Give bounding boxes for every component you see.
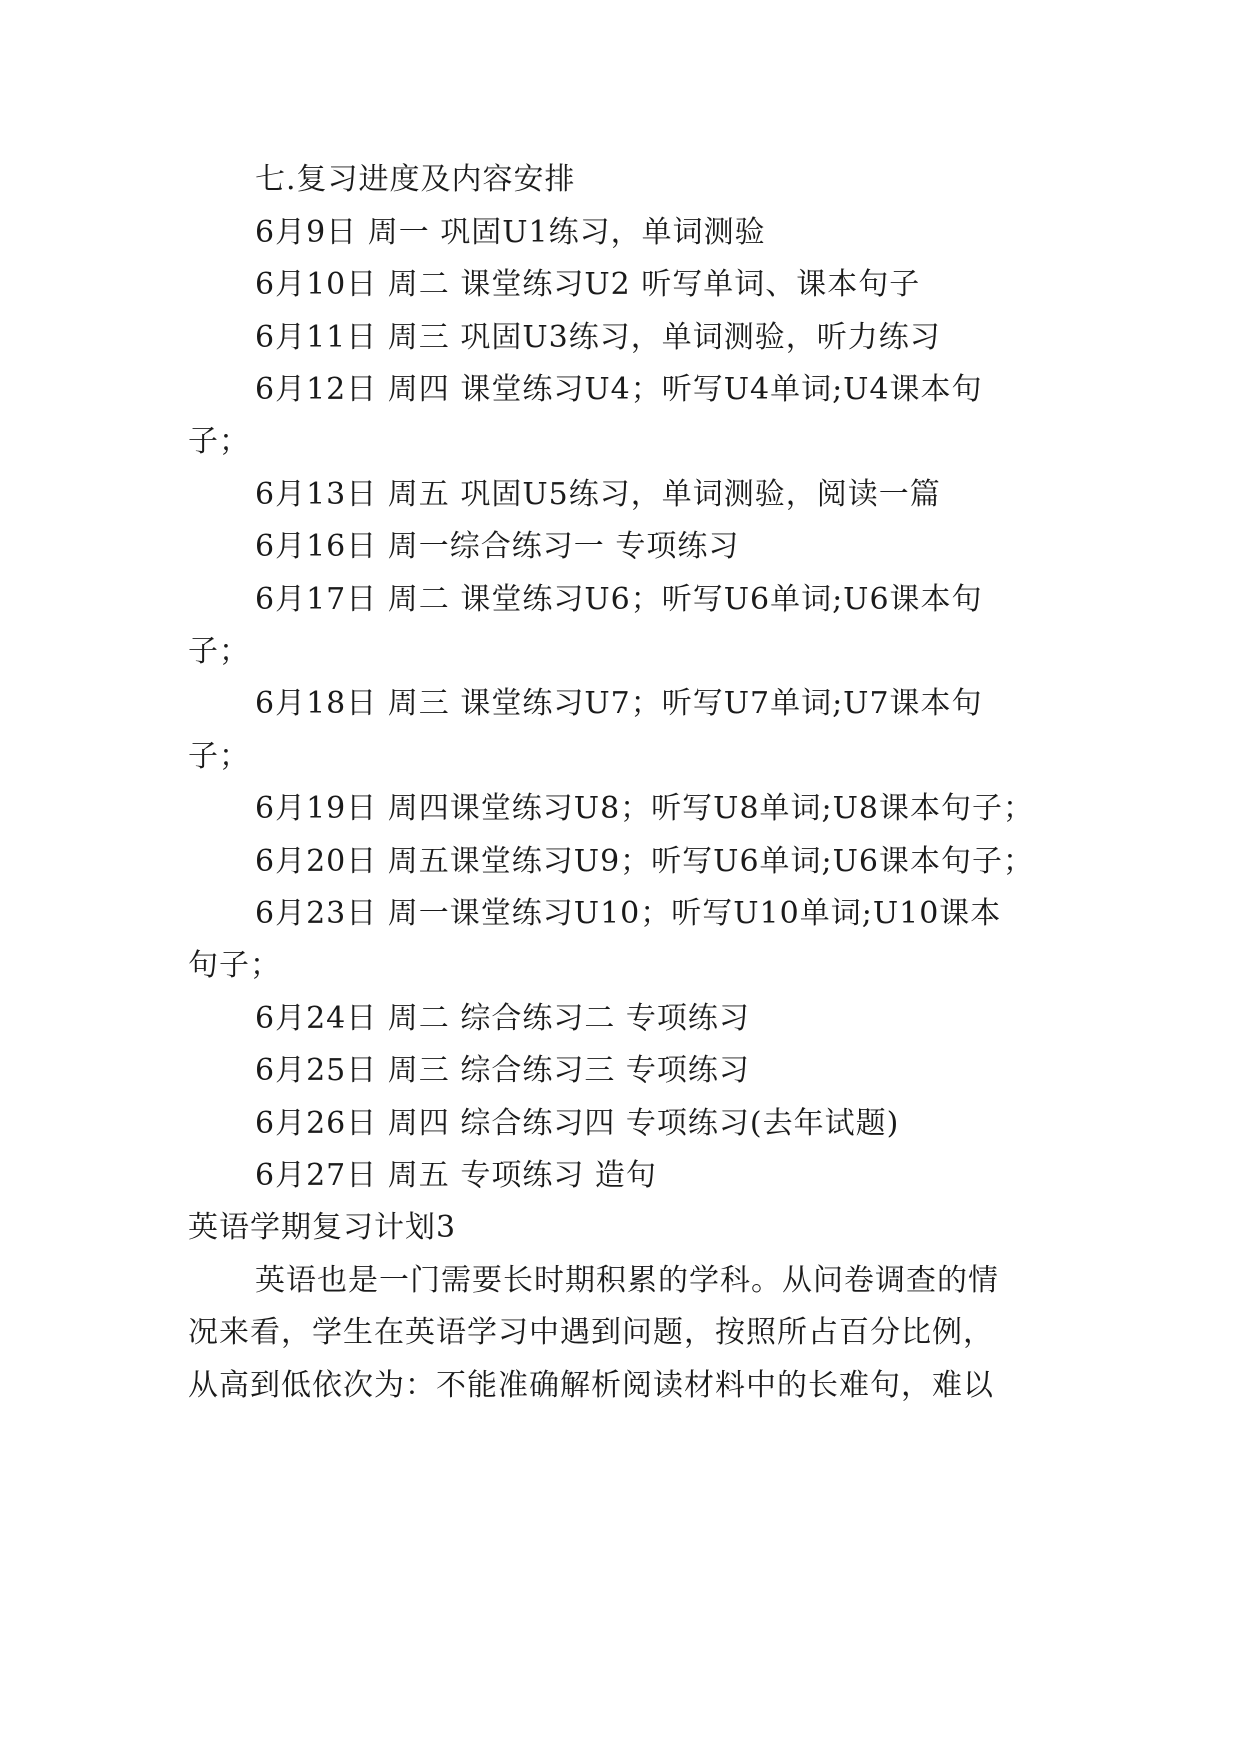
section-heading: 七.复习进度及内容安排: [255, 162, 576, 197]
schedule-line: 6月17日 周二 课堂练习U6；听写U6单词;U6课本句: [255, 582, 983, 617]
paragraph-line: 从高到低依次为：不能准确解析阅读材料中的长难句，难以: [188, 1368, 994, 1403]
schedule-line: 6月11日 周三 巩固U3练习，单词测验，听力练习: [255, 320, 941, 355]
schedule-line: 6月20日 周五课堂练习U9；听写U6单词;U6课本句子；: [255, 844, 1035, 879]
plan-title: 英语学期复习计划3: [188, 1210, 457, 1245]
schedule-line: 6月26日 周四 综合练习四 专项练习(去年试题): [255, 1106, 900, 1141]
schedule-line: 6月19日 周四课堂练习U8；听写U8单词;U8课本句子；: [255, 791, 1035, 826]
schedule-line: 6月13日 周五 巩固U5练习，单词测验，阅读一篇: [255, 477, 941, 512]
schedule-line: 6月12日 周四 课堂练习U4；听写U4单词;U4课本句: [255, 372, 983, 407]
schedule-line: 6月16日 周一综合练习一 专项练习: [255, 529, 740, 564]
paragraph-line: 英语也是一门需要长时期积累的学科。从问卷调查的情: [255, 1263, 999, 1298]
schedule-line-continuation: 子；: [188, 634, 250, 669]
schedule-line: 6月24日 周二 综合练习二 专项练习: [255, 1001, 750, 1036]
schedule-line: 6月10日 周二 课堂练习U2 听写单词、课本句子: [255, 267, 921, 302]
paragraph-line: 况来看，学生在英语学习中遇到问题，按照所占百分比例，: [188, 1315, 994, 1350]
schedule-line: 6月25日 周三 综合练习三 专项练习: [255, 1053, 750, 1088]
schedule-line: 6月27日 周五 专项练习 造句: [255, 1158, 657, 1193]
schedule-line-continuation: 子；: [188, 424, 250, 459]
schedule-line-continuation: 句子；: [188, 948, 281, 983]
schedule-line-continuation: 子；: [188, 739, 250, 774]
schedule-line: 6月23日 周一课堂练习U10；听写U10单词;U10课本: [255, 896, 1002, 931]
schedule-line: 6月9日 周一 巩固U1练习，单词测验: [255, 215, 766, 250]
schedule-line: 6月18日 周三 课堂练习U7；听写U7单词;U7课本句: [255, 686, 983, 721]
